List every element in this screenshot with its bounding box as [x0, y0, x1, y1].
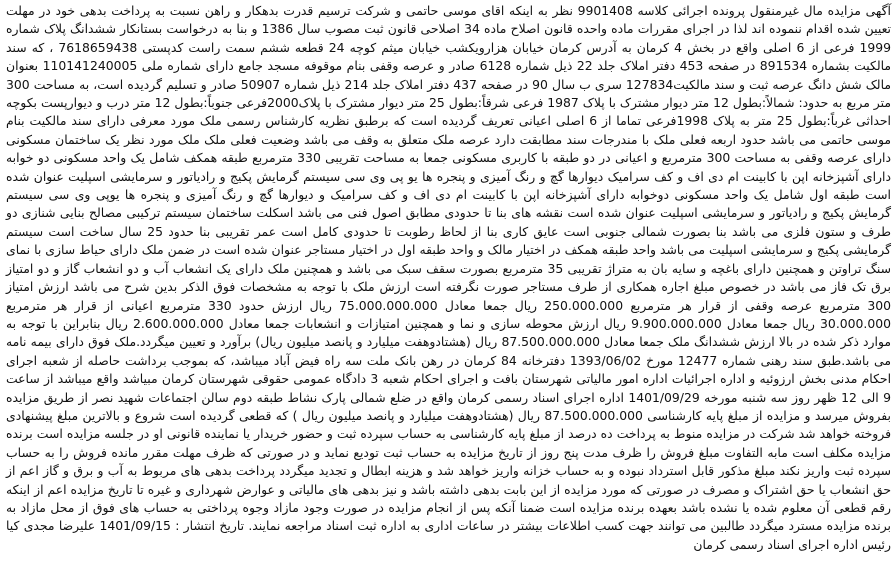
- auction-notice-text: آگهی مزایده مال غیرمنقول پرونده اجرائی کلاسه 9901408 نظر به اینکه اقای موسی حاتمی و شرکت ترسیم قدرت بدهکار و راهن نسبت به پرداخت بدهی خود در مهلت تعیین شده اقدام ننموده اند لذا در اجرای مقررات ماده واحده قانون اصلاح ماده 34 اصلاحی قانون ثبت مصوب سال 1386 و بنا به درخواست بستانکار ششدانگ پلاک شماره 1999 فرعی از 6 اصلی واقع در بخش 4 کرمان به آدرس کرمان خیابان هزارویکشب خیابان میثم کوچه 24 قطعه ششم سمت راست کدپستی 7618659438 ، که سند مالکیت بشماره 891534 در صفحه 453 دفتر املاک جلد 22 ذیل شماره 6128 صادر و عرصه وقفی بنام موقوفه مسجد جامع دارای شماره ملی 110141240005 بعنوان مالک شش دانگ عرصه ثبت و سند مالکیت127834 سری ب سال 90 در صفحه 437 دفتر املاک جلد 214 ذیل شماره 50907 صادر و تسلیم گردیده است، به مساحت 300 متر مربع به حدود: شمالاً:بطول 12 متر دیوار مشترک با پلاک 1987 فرعی شرقاً:بطول 25 متر دیوار مشترک با پلاک2000فرعی جنوباً:بطول 12 متر درب و دیوارپست بکوچه احداثی غرباً:بطول 25 متر به پلاک 1998فرعی تماما از 6 اصلی اعیانی تعریف گردیده است که برطبق نظریه کارشناس رسمی ملک مورد معرفی دارای سند مالکیت بنام موسی حاتمی می باشد حدود اربعه فعلی ملک با مندرجات سند مطابقت دارد عرصه ملک متعلق به وقف می باشد وضعیت فعلی ملک ملک مورد نظر یک ساختمان مسکونی دارای عرصه وقفی به مساحت 300 مترمربع و اعیانی در دو طبقه با کاربری مسکونی جمعا به مساحت تقریبی 330 مترمربع طبقه همکف شامل یک واحد مسکونی دو خوابه دارای آشپزخانه اپن با کابینت ام دی اف و کف سرامیک دیوارها گچ و رنگ آمیزی و پنجره ها یو پی وی سی سیستم گرمایش پکیج و رادیاتور و سرمایشی اسپلیت عنوان شده است طبقه اول شامل یک واحد مسکونی دوخوابه دارای آشپزخانه اپن با کابینت ام دی اف و کف سرامیک و دیوارها گچ و رنگ آمیزی و پنجره ها یوپی وی سی سیستم گرمایش پکیج و رادیاتور و سرمایشی اسپلیت عنوان شده است نقشه های بنا تا حدودی مطابق اصول فنی می باشد اسکلت ساختمان سیستم ترکیبی مصالح بنایی شنازی دو طرف و ستون فلزی می باشد بنا بصورت شمالی جنوبی است عایق کاری بنا از لحاظ رطوبت تا حدودی کامل است عمر تقریبی بنا حدود 25 سال ساخت است سیستم گرمایشی پکیج و سرمایشی اسپلیت می باشد واحد طبقه همکف در اختیار مالک و واحد طبقه اول در اختیار مستاجر عنوان شده است در ضمن ملک دارای حیاط سازی با نمای سنگ تراوتن و همچنین دارای باغچه و سایه بان به متراژ تقریبی 35 مترمربع بصورت سقف سبک می باشد و همچنین ملک دارای یک انشعاب آب و دو انشعاب گاز و دو امتیاز برق تک فاز می باشد در خصوص مبلغ اجاره همکاری از طرف مستاجر صورت نگرفته است ارزش ملک با توجه به مشخصات فوق الذکر بدین شرح می باشد ارزش امتیاز 300 مترمربع عرصه وقفی از قرار هر مترمربع 250.000.000 ریال جمعا معادل 75.000.000.000 ریال ارزش حدود 330 مترمربع اعیانی از قرار هر مترمربع 30.000.000 ریال جمعا معادل 9.900.000.000 ریال ارزش محوطه سازی و نما و همچنین امتیازات و انشعابات جمعا معادل 2.600.000.000 ریال بنابراین با توجه به موارد ذکر شده در بالا ارزش ششدانگ ملک جمعا معادل 87.500.000.000 ریال (هشتادوهفت میلیارد و پانصد میلیون ریال) برآورد و تعیین میگردد.ملک فوق دارای بیمه نامه می باشد.طبق سند رهنی شماره 12477 مورخ 1393/06/02 دفترخانه 84 کرمان در رهن بانک ملت سه راه فیض آباد میباشد، که بموجب برداشت حاصله از شعبه اجرای احکام مدنی بخش ارزوئیه و اداره اجرائیات اداره امور مالیاتی شهرستان بافت و اجرای احکام شعبه 3 دادگاه عمومی حقوقی شهرستان کرمان مبیاشد واقع میباشد از ساعت 9 الی 12 ظهر روز سه شنبه مورخه 1401/09/29 اداره اجرای اسناد رسمی کرمان واقع در ضلع شمالی پارک نشاط طبقه دوم سالن اجتماعات شهید نصر از طریق مزایده بفروش میرسد و مزایده از مبلغ پایه کارشناسی 87.500.000.000 ریال (هشتادوهفت میلیارد و پانصد میلیون ریال ) که قطعی گردیده است شروع و بالاترین مبلغ پیشنهادی فروخته خواهد شد شرکت در مزایده منوط به پرداخت ده درصد از مبلغ پایه کارشناسی به حساب سپرده ثبت و حضور خریدار یا نماینده قانونی او در جلسه مزایده است برنده مزایده مکلف است مابه التفاوت مبلغ فروش را ظرف مدت پنج روز از تاریخ مزایده به حساب ثبت تودیع نماید و در صورتی که ظرف مهلت مقرر مانده فروش را به حساب سپرده ثبت واریز نکند مبلغ مذکور قابل استرداد نبوده و به حساب خزانه واریز خواهد شد و هزینه ابطال و تجدید میگردد پرداخت بدهی های مربوط به آب و برق و گاز اعم از حق انشعاب یا حق اشتراک و مصرف در صورتی که مورد مزایده از این بابت بدهی داشته باشد و نیز بدهی های مالیاتی و عوارض شهرداری و غیره تا تاریخ مزایده اعم از اینکه رقم قطعی آن معلوم شده یا نشده باشد بعهده برنده مزایده است ضمنا آنکه پس از انجام مزایده در صورت وجود مازاد وجوه پرداختی به حساب های فوق از محل مازاد به برنده مزایده مسترد میگردد طالبین می توانند جهت کسب اطلاعات بیشتر در ساعات اداری به اداره ثبت اسناد مراجعه نمایند. تاریخ انتشار : 1401/09/15 علیرضا مجدی کیا رئیس اداره اجرای اسناد رسمی کرمان: [6, 3, 892, 552]
